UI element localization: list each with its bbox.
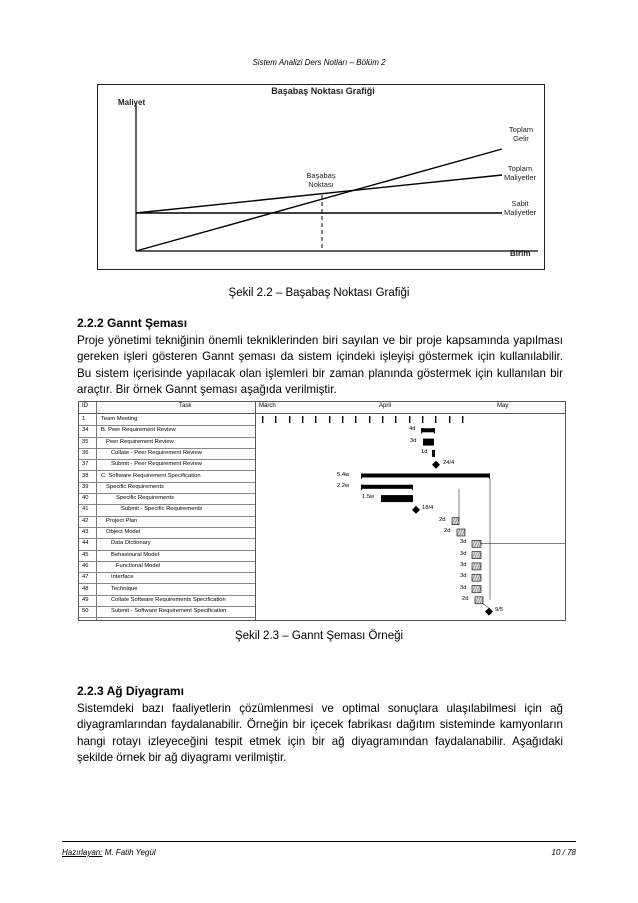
- gantt-row-task: Specific Requirements: [106, 483, 164, 490]
- x-axis-label: Birim: [510, 249, 531, 258]
- total-cost-label: [496, 164, 544, 182]
- team-meeting-tick: [462, 416, 463, 423]
- gantt-dependency: [483, 604, 489, 608]
- gantt-row-id: 42: [82, 517, 89, 524]
- gantt-row-task: Object Model: [106, 529, 141, 535]
- gantt-task-bar: [423, 439, 434, 446]
- gantt-bar-label: 4d: [409, 426, 416, 433]
- gantt-summary-bar: [361, 485, 413, 489]
- gantt-row-task: Project Plan: [106, 517, 138, 524]
- gantt-bar-label: 2.2w: [337, 482, 350, 489]
- gantt-summary-bar: [361, 474, 490, 478]
- gantt-row-task: Behavioural Model: [111, 551, 160, 558]
- gantt-milestone: [485, 608, 493, 616]
- gantt-row-task: Functional Model: [116, 562, 161, 569]
- gantt-row-id: 37: [82, 461, 89, 468]
- section-2-2-2-title: 2.2.2 Gannt Şeması: [77, 316, 188, 330]
- team-meeting-tick: [302, 416, 303, 423]
- gantt-bar-label: 18/4: [422, 505, 434, 512]
- gantt-row-task: Data Dictionary: [111, 540, 151, 547]
- gantt-bar-label: 24/4: [443, 460, 455, 467]
- gantt-bar-label: 9/5: [495, 607, 504, 614]
- total-revenue-label-line2: Gelir: [513, 134, 529, 143]
- total-revenue-label: [492, 125, 550, 143]
- gantt-month-april: April: [379, 403, 392, 409]
- gantt-row-task: B. Peer Requirement Review: [101, 427, 176, 434]
- gantt-bar-label: 3d: [460, 584, 467, 591]
- gantt-chart: [78, 401, 566, 621]
- gantt-row-id: 49: [82, 596, 89, 603]
- team-meeting-tick: [435, 416, 436, 423]
- gantt-row-id: 38: [82, 472, 89, 479]
- breakeven-label-line2: Noktası: [308, 180, 334, 189]
- gantt-bar-label: 2d: [439, 516, 446, 523]
- footer-author: [62, 848, 156, 857]
- gantt-row-id: 36: [82, 449, 89, 456]
- gantt-task-bar: [381, 495, 413, 502]
- gantt-row-id: 44: [82, 540, 89, 547]
- total-revenue-line: [136, 149, 502, 251]
- footer-page-number: 10 / 78: [551, 848, 576, 857]
- team-meeting-tick: [275, 416, 276, 423]
- team-meeting-tick: [355, 416, 356, 423]
- gantt-row-id: 45: [82, 551, 89, 558]
- gantt-col-task: Task: [179, 403, 192, 409]
- gantt-bar-label: 2d: [444, 528, 451, 534]
- y-axis-label: Maliyet: [118, 98, 146, 107]
- gantt-row-id: 43: [82, 529, 89, 535]
- gantt-bar-label: 3d: [460, 561, 467, 568]
- section-2-2-3-title: 2.2.3 Ağ Diyagramı: [77, 684, 184, 698]
- gantt-milestone: [432, 461, 440, 469]
- gantt-month-may: May: [497, 403, 509, 409]
- gantt-row-id: 35: [82, 438, 89, 445]
- team-meeting-tick: [315, 416, 316, 423]
- gantt-col-id: ID: [82, 403, 88, 409]
- total-cost-label-line1: Toplam: [507, 164, 533, 173]
- gantt-bars: [79, 402, 565, 620]
- gantt-month-march: March: [259, 403, 276, 409]
- gantt-bar-label: 3d: [460, 550, 467, 557]
- gantt-row-task: Specific Requirements: [116, 495, 174, 502]
- gantt-row-id: 40: [82, 495, 89, 502]
- figure-2-2-caption: Şekil 2.2 – Başabaş Noktası Grafiği: [228, 287, 410, 299]
- team-meeting-tick: [329, 416, 330, 423]
- team-meeting-tick: [395, 416, 396, 423]
- gantt-bar-label: 1d: [421, 448, 428, 455]
- gantt-row-task: Submit - Peer Requirement Review: [111, 461, 202, 468]
- total-cost-label-line2: Maliyetler: [503, 173, 537, 182]
- footer-prepared-label: Hazırlayan:: [62, 848, 103, 857]
- team-meeting-tick: [409, 416, 410, 423]
- gantt-bar-label: 1.5w: [362, 494, 375, 501]
- gantt-row-task: Technique: [111, 585, 138, 592]
- footer-rule: [62, 841, 576, 842]
- gantt-row-task: Peer Requirement Review: [106, 438, 174, 445]
- gantt-row-task: Collate Software Requirements Specification: [111, 596, 226, 603]
- gantt-row-id: 1: [82, 416, 86, 422]
- gantt-row-task: Submit - Specific Requirements: [121, 506, 203, 513]
- gantt-row-id: 41: [82, 506, 89, 513]
- gantt-row-id: 46: [82, 562, 89, 569]
- gantt-bar-label: 3d: [460, 573, 467, 580]
- gantt-milestone: [412, 506, 420, 514]
- gantt-row-task: Submit - Software Requirement Specification: [111, 608, 227, 615]
- breakeven-label: [291, 171, 351, 189]
- breakeven-label-line1: Başabaş: [306, 171, 336, 180]
- section-2-2-2-paragraph: Proje yönetimi tekniğinin önemli tekniklerinden biri sayılan ve bir proje kapsamında yapılması gereken işleri gösteren Gannt şeması da sistem içindeki işleyişi göstermek için kullanılabilir. Bu sistem içerisinde yapılacak olan işlemleri bir zaman planında göstermek için kullanılan bir araçtır. Bir örnek Gannt şeması aşağıda verilmiştir.: [77, 334, 563, 397]
- gantt-bar-label: 3d: [410, 437, 417, 444]
- gantt-bar-label: 3d: [460, 539, 467, 546]
- total-revenue-label-line1: Toplam: [508, 125, 534, 134]
- gantt-bar-label: 2d: [462, 595, 469, 602]
- gantt-bar-label: 5.4w: [337, 471, 350, 478]
- gantt-row-id: 50: [82, 608, 89, 615]
- gantt-row-id: 47: [82, 574, 89, 581]
- running-header: Sistem Analizi Ders Notları – Bölüm 2: [252, 58, 386, 67]
- team-meeting-tick: [422, 416, 423, 423]
- gantt-row-id: 48: [82, 585, 89, 592]
- gantt-row-id: 39: [82, 483, 89, 490]
- section-2-2-3-paragraph: Sistemdeki bazı faaliyetlerin çözümlenmesi ve optimal sonuçlara ulaşılabilmesi için ağ diyagramlarından faydalanabilir. Örneğin bir içecek fabrikası dağıtım sisteminde kamyonların hangi rotayı izleyeceğini tespit etmek için bir ağ diyagramından faydalanabilir. Aşağıdaki şekilde örnek bir ağ diyagramı verilmiştir.: [77, 702, 563, 765]
- team-meeting-tick: [289, 416, 290, 423]
- gantt-row-task: C. Software Requirement Specification: [101, 472, 201, 479]
- fixed-cost-label: [496, 199, 544, 217]
- figure-2-3-caption: Şekil 2.3 – Gannt Şeması Örneği: [234, 630, 404, 642]
- footer-author-name: M. Fatih Yegül: [102, 848, 156, 857]
- gantt-row-task: Collate - Peer Requirement Review: [111, 449, 202, 456]
- breakeven-chart-title: Başabaş Noktası Grafiği: [271, 86, 375, 96]
- gantt-row-task: Team Meeting: [101, 416, 138, 422]
- breakeven-chart: [97, 84, 545, 270]
- team-meeting-tick: [342, 416, 343, 423]
- team-meeting-tick: [369, 416, 370, 423]
- fixed-cost-label-line1: Sabit: [511, 199, 529, 208]
- team-meeting-tick: [262, 416, 263, 423]
- gantt-row-task: Interface: [111, 574, 134, 581]
- team-meeting-tick: [449, 416, 450, 423]
- team-meeting-tick: [382, 416, 383, 423]
- fixed-cost-label-line2: Maliyetler: [503, 208, 537, 217]
- gantt-task-bar: [432, 450, 435, 457]
- gantt-row-id: 34: [82, 427, 89, 434]
